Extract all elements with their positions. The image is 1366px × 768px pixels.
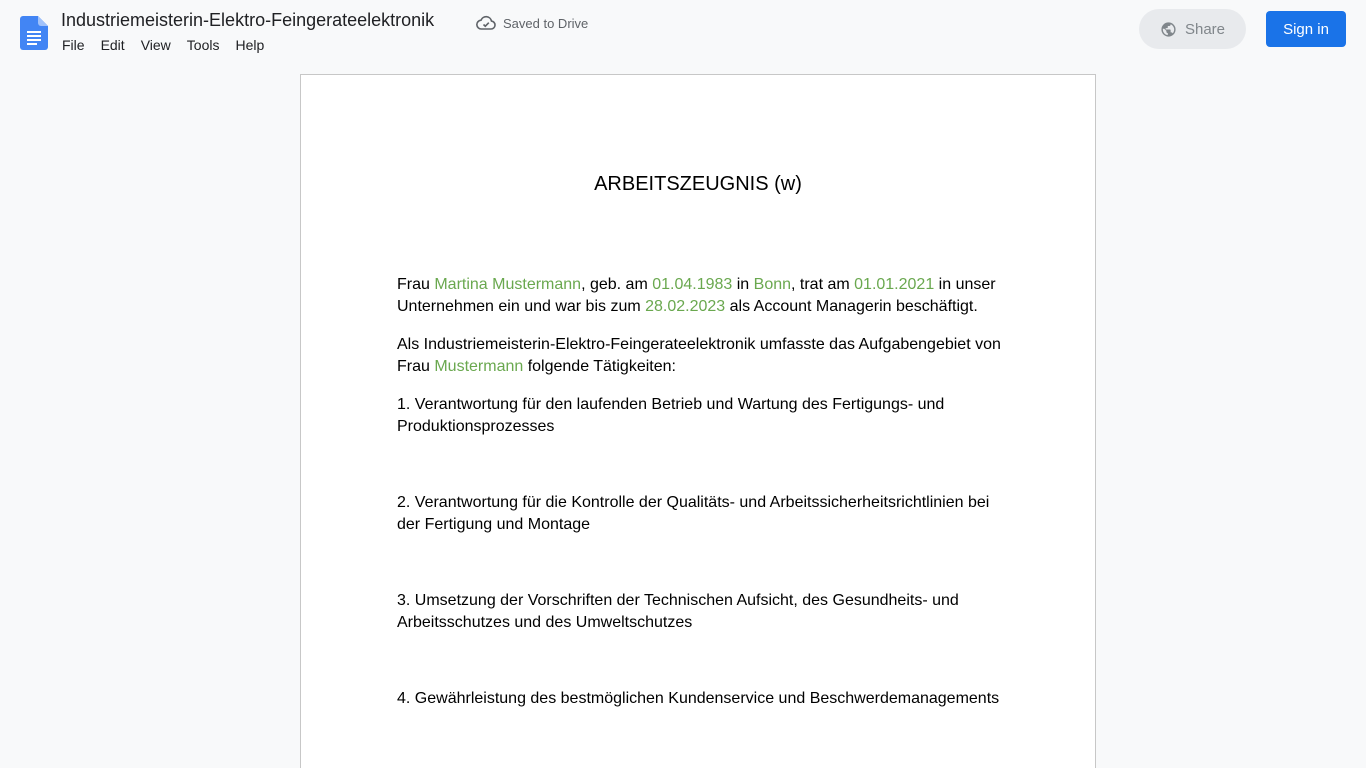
task-item: 1. Verantwortung für den laufenden Betrieb und Wartung des Fertigungs- und Produktionsprozesses <box>397 396 945 435</box>
document-heading: ARBEITSZEUGNIS (w) <box>594 173 802 195</box>
task-item: 2. Verantwortung für die Kontrolle der Qualitäts- und Arbeitssicherheitsrichtlinien bei der Fertigung und Montage <box>397 494 990 533</box>
employee-name: Martina Mustermann <box>434 276 582 293</box>
employee-surname: Mustermann <box>434 358 524 375</box>
document-title[interactable]: Industriemeisterin-Elektro-Feingerateelektronik <box>61 10 435 30</box>
google-docs-icon[interactable] <box>20 16 48 50</box>
intro-paragraph: Frau Martina Mustermann, geb. am 01.04.1983 in Bonn, trat am 01.01.2021 in unser Unternehmen ein und war bis zum 28.02.2023 als Account Managerin beschäftigt. <box>397 276 996 315</box>
menu-help[interactable]: Help <box>235 37 265 53</box>
save-status[interactable] <box>476 14 588 32</box>
sign-in-button[interactable]: Sign in <box>1266 11 1346 47</box>
task-item: 3. Umsetzung der Vorschriften der Technischen Aufsicht, des Gesundheits- und Arbeitsschutzes und des Umweltschutzes <box>397 592 959 631</box>
menu-edit[interactable]: Edit <box>100 37 125 53</box>
birth-date: 01.04.1983 <box>652 276 733 293</box>
document-body <box>397 274 1003 710</box>
end-date: 28.02.2023 <box>645 298 726 315</box>
menu-file[interactable]: File <box>62 37 85 53</box>
app-header <box>0 0 1366 64</box>
duties-paragraph: Als Industriemeisterin-Elektro-Feingerateelektronik umfasste das Aufgabengebiet von Frau Mustermann folgende Tätigkeiten: <box>397 336 1001 375</box>
birth-city: Bonn <box>753 276 792 293</box>
save-status-label: Saved to Drive <box>503 15 589 31</box>
document-page[interactable] <box>300 74 1096 768</box>
cloud-done-icon <box>476 15 496 31</box>
globe-icon <box>1160 21 1177 38</box>
task-item: 4. Gewährleistung des bestmöglichen Kundenservice und Beschwerdemanagements <box>397 690 1000 707</box>
share-label: Share <box>1184 20 1226 38</box>
menu-tools[interactable]: Tools <box>186 37 220 53</box>
menu-bar <box>54 36 272 56</box>
share-button[interactable] <box>1139 9 1246 49</box>
start-date: 01.01.2021 <box>854 276 935 293</box>
menu-view[interactable]: View <box>140 37 171 53</box>
